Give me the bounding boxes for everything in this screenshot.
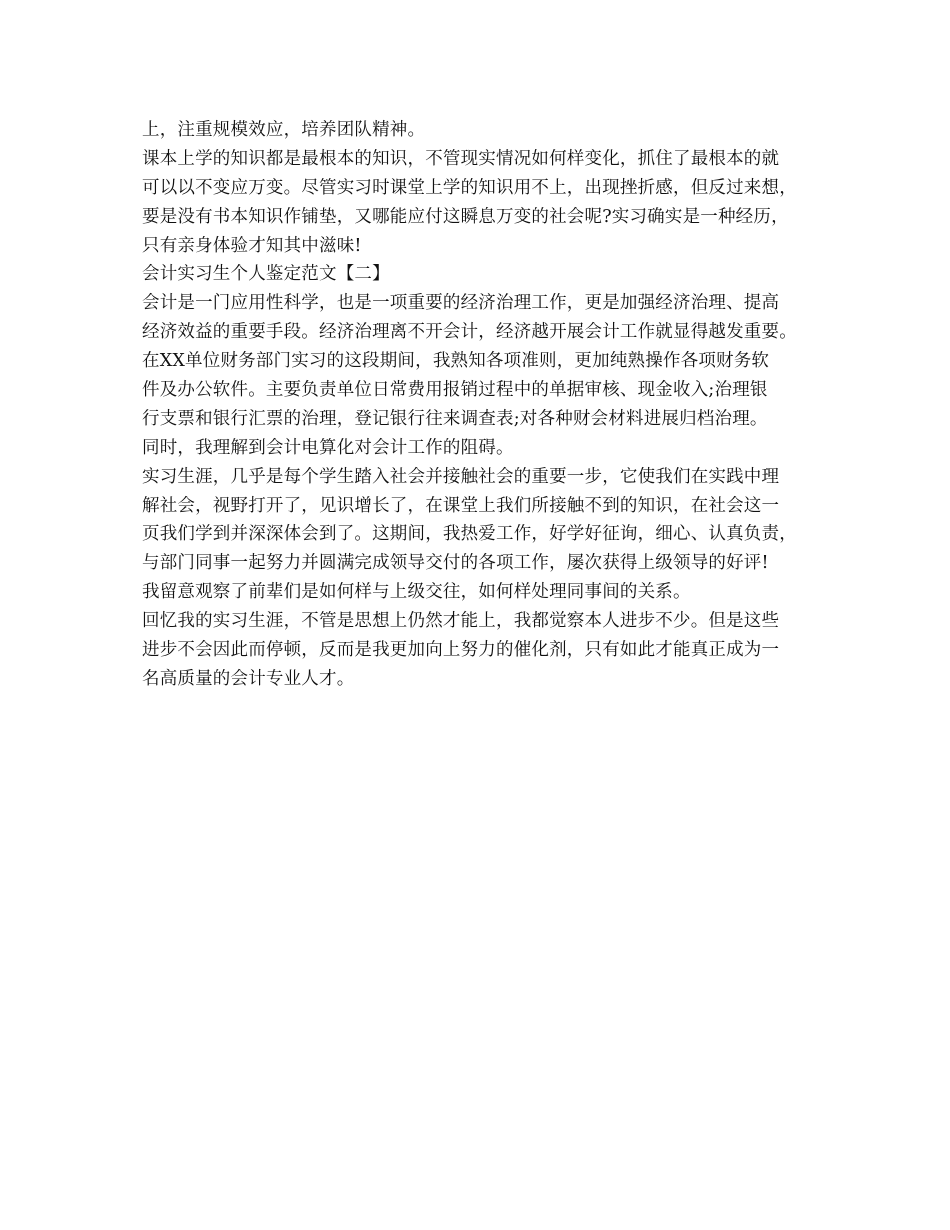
section-heading: 会计实习生个人鉴定范文【二】 [142,264,390,285]
text-line: 课本上学的知识都是最根本的知识，不管现实情况如何样变化，抓住了最根本的就 [142,148,780,169]
text-line: 名高质量的会计专业人才。 [142,668,355,689]
text-line: 解社会，视野打开了，见识增长了，在课堂上我们所接触不到的知识，在社会这一 [142,495,780,516]
text-line: 件及办公软件。主要负责单位日常费用报销过程中的单据审核、现金收入;治理银 [142,380,768,401]
text-line: 我留意观察了前辈们是如何样与上级交往，如何样处理同事间的关系。 [142,582,691,603]
text-line: 进步不会因此而停顿，反而是我更加向上努力的催化剂，只有如此才能真正成为一 [142,640,780,661]
text-line: 会计是一门应用性科学，也是一项重要的经济治理工作，更是加强经济治理、提高 [142,293,780,314]
text-line: 与部门同事一起努力并圆满完成领导交付的各项工作，屡次获得上级领导的好评! [142,553,769,574]
text-line: 要是没有书本知识作铺垫，又哪能应付这瞬息万变的社会呢?实习确实是一种经历， [142,206,789,227]
document-body [142,116,832,694]
text-line: 实习生涯，几乎是每个学生踏入社会并接触社会的重要一步，它使我们在实践中理 [142,466,780,487]
text-line: 只有亲身体验才知其中滋味! [142,235,362,256]
text-line: 在XX单位财务部门实习的这段期间，我熟知各项准则，更加纯熟操作各项财务软 [142,351,770,372]
text-line: 上，注重规模效应，培养团队精神。 [142,120,426,140]
text-line: 经济效益的重要手段。经济治理离不开会计，经济越开展会计工作就显得越发重要。 [142,322,797,343]
text-line: 可以以不变应万变。尽管实习时课堂上学的知识用不上，出现挫折感，但反过来想， [142,177,797,198]
text-line: 页我们学到并深深体会到了。这期间，我热爱工作，好学好征询，细心、认真负责， [142,524,797,545]
text-line: 同时，我理解到会计电算化对会计工作的阻碍。 [142,437,514,458]
text-line: 回忆我的实习生涯，不管是思想上仍然才能上，我都觉察本人进步不少。但是这些 [142,611,780,632]
text-line: 行支票和银行汇票的治理，登记银行往来调查表;对各种财会材料进展归档治理。 [142,408,768,429]
